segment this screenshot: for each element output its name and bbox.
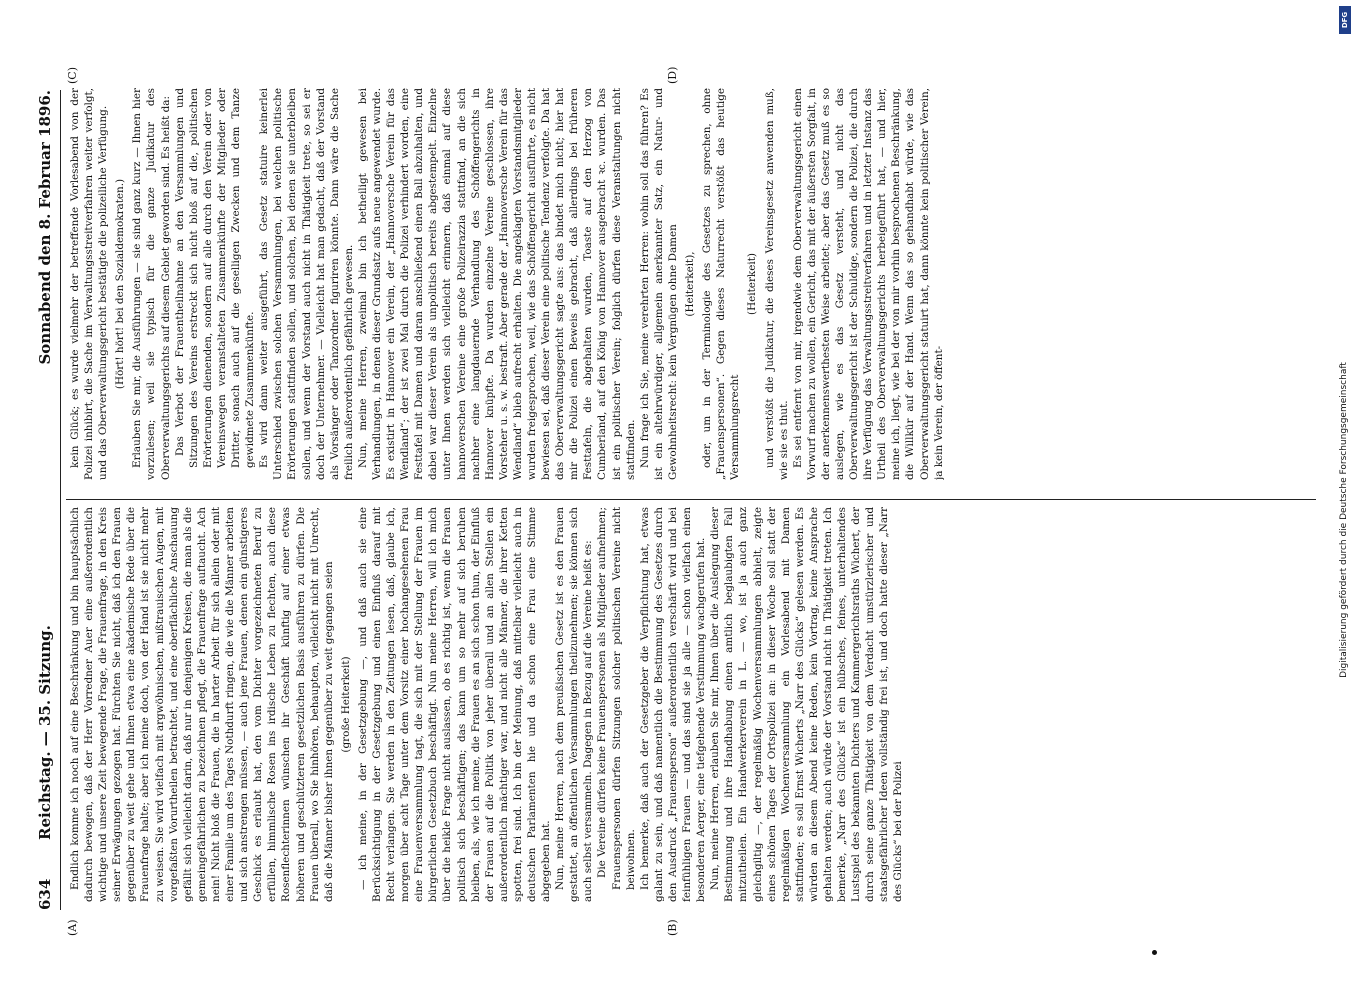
digitization-note: Digitalisierung gefördert durch die Deutsche Forschungsgemeinschaft xyxy=(1339,362,1349,678)
paragraph: Nun, meine Herren, nach dem preußischen Gesetz ist es den Frauen gestattet, an öffentlichen Versammlungen theilzunehmen; sie können sich auch selbst versammeln. Dagegen in Bezug auf die Vereine heißt es: xyxy=(554,507,595,902)
margin-marker-b: (B) xyxy=(666,919,679,936)
header-rule xyxy=(60,90,61,910)
column-rule xyxy=(66,499,1316,500)
paragraph: Es sei entfernt von mir, irgendwie dem Oberverwaltungsgericht einen Vorwurf machen zu wollen, ein Gericht, das mit der äußersten Sorgfalt, in der anerkennenswerthesten Weise arbeitet; aber das Gesetz muß es so auslegen, wie es das Gesetz versteht, und nicht das Oberverwaltungsgericht ist der Schuldige, sondern die Polizei, die durch ihre Verfügung das Verwaltungsstreitverfahren und in letzter Instanz das Urtheil des Oberverwaltungsgerichts herbeigeführt hat, — und hier, meine ich, liegt, wie bei der von mir vorhin besprochenen Beschränkung, die Willkür auf der Hand. Wenn das so gehandhabt würde, wie das Oberverwaltungsgericht statuirt hat, dann könnte kein politischer Verein, ja kein Verein, der öffent- xyxy=(791,88,945,480)
left-column xyxy=(68,507,1310,902)
court-quote: Das Verbot der Frauentheilnahme an den Versammlungen und Sitzungen des Vereins erstreckt sich nicht bloß auf die, politischen Erörterungen dienenden, sondern auf alle durch den Verein oder von Vereinswegen veranstalteten Zusammenkünfte der Mitglieder oder Dritter, sonach auch auf die geselligen Zwecken und dem Tanze gewidmete Zusammenkünfte. xyxy=(173,88,257,468)
session-title: Reichstag. — 35. Sitzung. xyxy=(36,625,54,840)
paragraph: Nun, meine Herren, erlauben Sie mir, Ihnen über die Auslegung dieser Bestimmung und ihre Handhabung einen amtlich beglaubigten Fall mitzutheilen. Ein Handwerkerverein in L. — wo, ist ja auch ganz gleichgiltig —, der regelmäßig Wochenversammlungen abhielt, zeigte eines schönen Tages der Ortspolizei an: in dieser Woche soll statt der regelmäßigen Wochenversammlung ein Vorlesabend mit Damen stattfinden; es soll Ernst Wicherts „Narr des Glücks“ gelesen werden. Es würden an diesem Abend keine Reden, kein Vortrag, keine Ansprache gehalten werden; auch würde der Vorstand nicht in Thätigkeit treten. Ich bemerke, „Narr des Glücks“ ist ein hübsches, feines, unterhaltendes Lustspiel des bekannten Dichters und Kammergerichtsraths Wichert, der durch seine ganze Thätigkeit von dem Verdacht umstürzlerischer und staatsgefährlicher Ideen vollständig frei ist, und doch hatte dieser „Narr des Glücks“ bei der Polizei xyxy=(709,507,905,902)
ink-spot xyxy=(1152,950,1157,955)
laughter-note: (Heiterkeit) xyxy=(746,253,759,315)
margin-marker-a: (A) xyxy=(66,919,79,936)
page-number: 634 xyxy=(36,878,54,910)
page-header xyxy=(32,90,58,910)
paragraph: und verstößt die Judikatur, die dieses Vereinsgesetz anwenden muß, wie sie es thut. xyxy=(763,88,790,480)
dfg-logo: DFG xyxy=(1339,6,1351,34)
paragraph: Nun, meine Herren, zweimal bin ich betheiligt gewesen bei Verhandlungen, in denen dieser Grundsatz aufs neue angewendet wurde. Es existirt in Hannover ein Verein, der „Hannoversche Verein für das Wendland“; der ist zwei Mal durch die Polizei verhindert worden, eine Festtafel mit Damen und daran anschließend einen Ball abzuhalten, und dabei war dieser Verein als unpolitisch bereits abgestempelt. Einzelne unter Ihnen werden sich vielleicht erinnern, daß einmal auf diese hannoverschen Vereine eine große Polizeirazzia stattfand, an die sich nachher eine langdauernde Verhandlung des Schöffengerichts in Hannover knüpfte. Da wurden einzelne Vereine geschlossen, ihre Vorsteher u. s. w. bestraft. Aber gerade der „Hannoversche Verein für das Wendland“ blieb aufrecht erhalten. Die angeklagten Vorstandsmitglieder wurden freigesprochen, weil, wie das Schöffengericht ausführte, es nicht bewiesen sei, daß dieser Verein eine politische Tendenz verfolgte. Da hat das Oberverwaltungsgericht sagte aus: das bindet mich nicht; hier hat mir die Polizei einen Beweis gebracht, daß allerdings bei früheren Festtafeln, die abgehalten wurden, Toaste auf den Herzog von Cumberland, auf den König von Hannover ausgebracht ꝛc. wurden. Das ist ein politischer Verein; folglich dürfen diese Veranstaltungen nicht stattfinden. xyxy=(356,88,637,480)
paragraph: Ich bemerke, daß auch der Gesetzgeber die Verpflichtung hat, etwas galant zu sein, und daß namentlich die Bestimmung des Gesetzes durch den Ausdruck „Frauensperson“ außerordentlich verschärft wird und bei feinfühligen Frauen — und das sind sie ja alle — schon vielfach einen besonderen Aerger, eine tiefgehende Verstimmung wachgerufen hat. xyxy=(638,507,708,902)
right-column xyxy=(68,88,1310,480)
margin-marker-c: (C) xyxy=(66,67,79,84)
paragraph: Nun frage ich Sie, meine verehrten Herren: wohin soll das führen? Es ist ein altehrwürdiger, allgemein anerkannter Satz, ein Natur- und Gewohnheitsrecht: kein Vergnügen ohne Damen xyxy=(638,88,679,480)
rotated-content xyxy=(26,50,1326,950)
paragraph: Es wird dann weiter ausgeführt, das Gesetz statuire keinerlei Unterschied zwischen solchen Versammlungen, bei welchen politische Erörterungen stattfinden sollen, und solchen, bei denen sie unterbleiben sollen, und wenn der Vorstand auch nicht in Thätigkeit trete, so sei er doch der Unternehmer. — Vielleicht hat man gedacht, daß der Vorstand als Vorsänger oder Tanzordner figuriren könnte. Dann wäre die Sache freilich außerordentlich gefährlich gewesen. xyxy=(258,88,355,480)
laughter-note: (große Heiterkeit) xyxy=(339,656,352,753)
paragraph: — ich meine, in der Gesetzgebung —, und daß auch sie eine Berücksichtigung in der Gesetzgebung und einen Einfluß darauf mit Recht verlangen. Sie werden in den Zeitungen lesen, daß, glaube ich, morgen über acht Tage unter dem Vorsitz einer hochangesehenen Frau eine Frauenversammlung tagt, die sich mit der Stellung der Frauen im bürgerlichen Gesetzbuch beschäftigt. Nun meine Herren, will ich mich über die heikle Frage nicht auslassen, ob es richtig ist, wenn die Frauen politisch sich beschäftigen; das kann um so mehr auf sich beruhen bleiben, als, wie ich meine, die Frauen es an sich schon thun, der Einfluß der Frauen auf die Politik von jeher überall und an allen Stellen ein außerordentlich mächtiger war, und nicht alle Männer, die ihrer Ketten spotten, frei sind. Ich bin der Meinung, daß mittelbar vielleicht auch in deutschen Parlamenten hie und da schon eine Frau eine Stimme abgegeben hat. xyxy=(356,507,553,902)
interjection-note: (Hört! hört! bei den Sozialdemokraten.) xyxy=(114,178,127,390)
law-quote: Die Vereine dürfen keine Frauenspersonen als Mitglieder aufnehmen; Frauenspersonen dürfen Sitzungen solcher politischen Vereine nicht beiwohnen. xyxy=(596,507,637,890)
session-date: Sonnabend den 8. Februar 1896. xyxy=(36,90,54,365)
margin-marker-d: (D) xyxy=(666,66,679,84)
paragraph: oder, um in der Terminologie des Gesetzes zu sprechen, ohne „Frauenspersonen“. Gegen dieses Naturrecht verstößt das heutige Versammlungsrecht xyxy=(701,88,742,480)
paragraph: Endlich komme ich noch auf eine Beschränkung und bin hauptsächlich dadurch bewogen, daß der Herr Vorredner Auer eine außerordentlich wichtige und unsere Zeit bewegende Frage, die Frauenfrage, in den Kreis seiner Erwägungen gezogen hat. Fürchten Sie nicht, daß ich den Frauen gegenüber zu weit gehe und Ihnen etwa eine akademische Rede über die Frauenfrage halte; aber ich meine doch, von der Hand ist sie nicht mehr zu weisen. Sie wird vielfach mit argwöhnischen, mißtrauischen Augen, mit vorgefaßten Vorurtheilen betrachtet, und eine oberflächliche Anschauung gefällt sich vielleicht darin, daß nur in denjenigen Kreisen, die man als die gemeingefährlichen zu bezeichnen pflegt, die Frauenfrage auftaucht. Ach nein! Nicht bloß die Frauen, die in harter Arbeit für sich allein oder mit einer Familie um des Tages Nothdurft ringen, die wie die Männer arbeiten und sich anstrengen müssen, — auch jene Frauen, denen ein günstigeres Geschick es erlaubt hat, den vom Dichter vorgezeichneten Beruf zu erfüllen, himmlische Rosen ins irdische Leben zu flechten, auch diese Rosenflechterinnen wünschen ihr Geschäft künftig auf einer etwas höheren und geschützteren gesetzlichen Basis ausführen zu dürfen. Die Frauen überall, wo Sie hinhören, behaupten, vielleicht nicht mit Unrecht, daß die Männer bisher ihnen gegenüber zu weit gegangen seien xyxy=(69,507,335,902)
paragraph: Erlauben Sie mir, die Ausführungen — sie sind ganz kurz — Ihnen hier vorzulesen; weil sie typisch für die ganze Judikatur des Oberverwaltungsgerichts auf diesem Gebiet geworden sind. Es heißt da: xyxy=(131,88,172,480)
paragraph: kein Glück; es wurde vielmehr der betreffende Vorlesabend von der Polizei inhibirt, die Sache im Verwaltungsstreitverfahren weiter verfolgt, und das Oberverwaltungsgericht bestätigte die polizeiliche Verfügung. xyxy=(69,88,110,480)
laughter-note: (Heiterkeit), xyxy=(684,251,697,317)
